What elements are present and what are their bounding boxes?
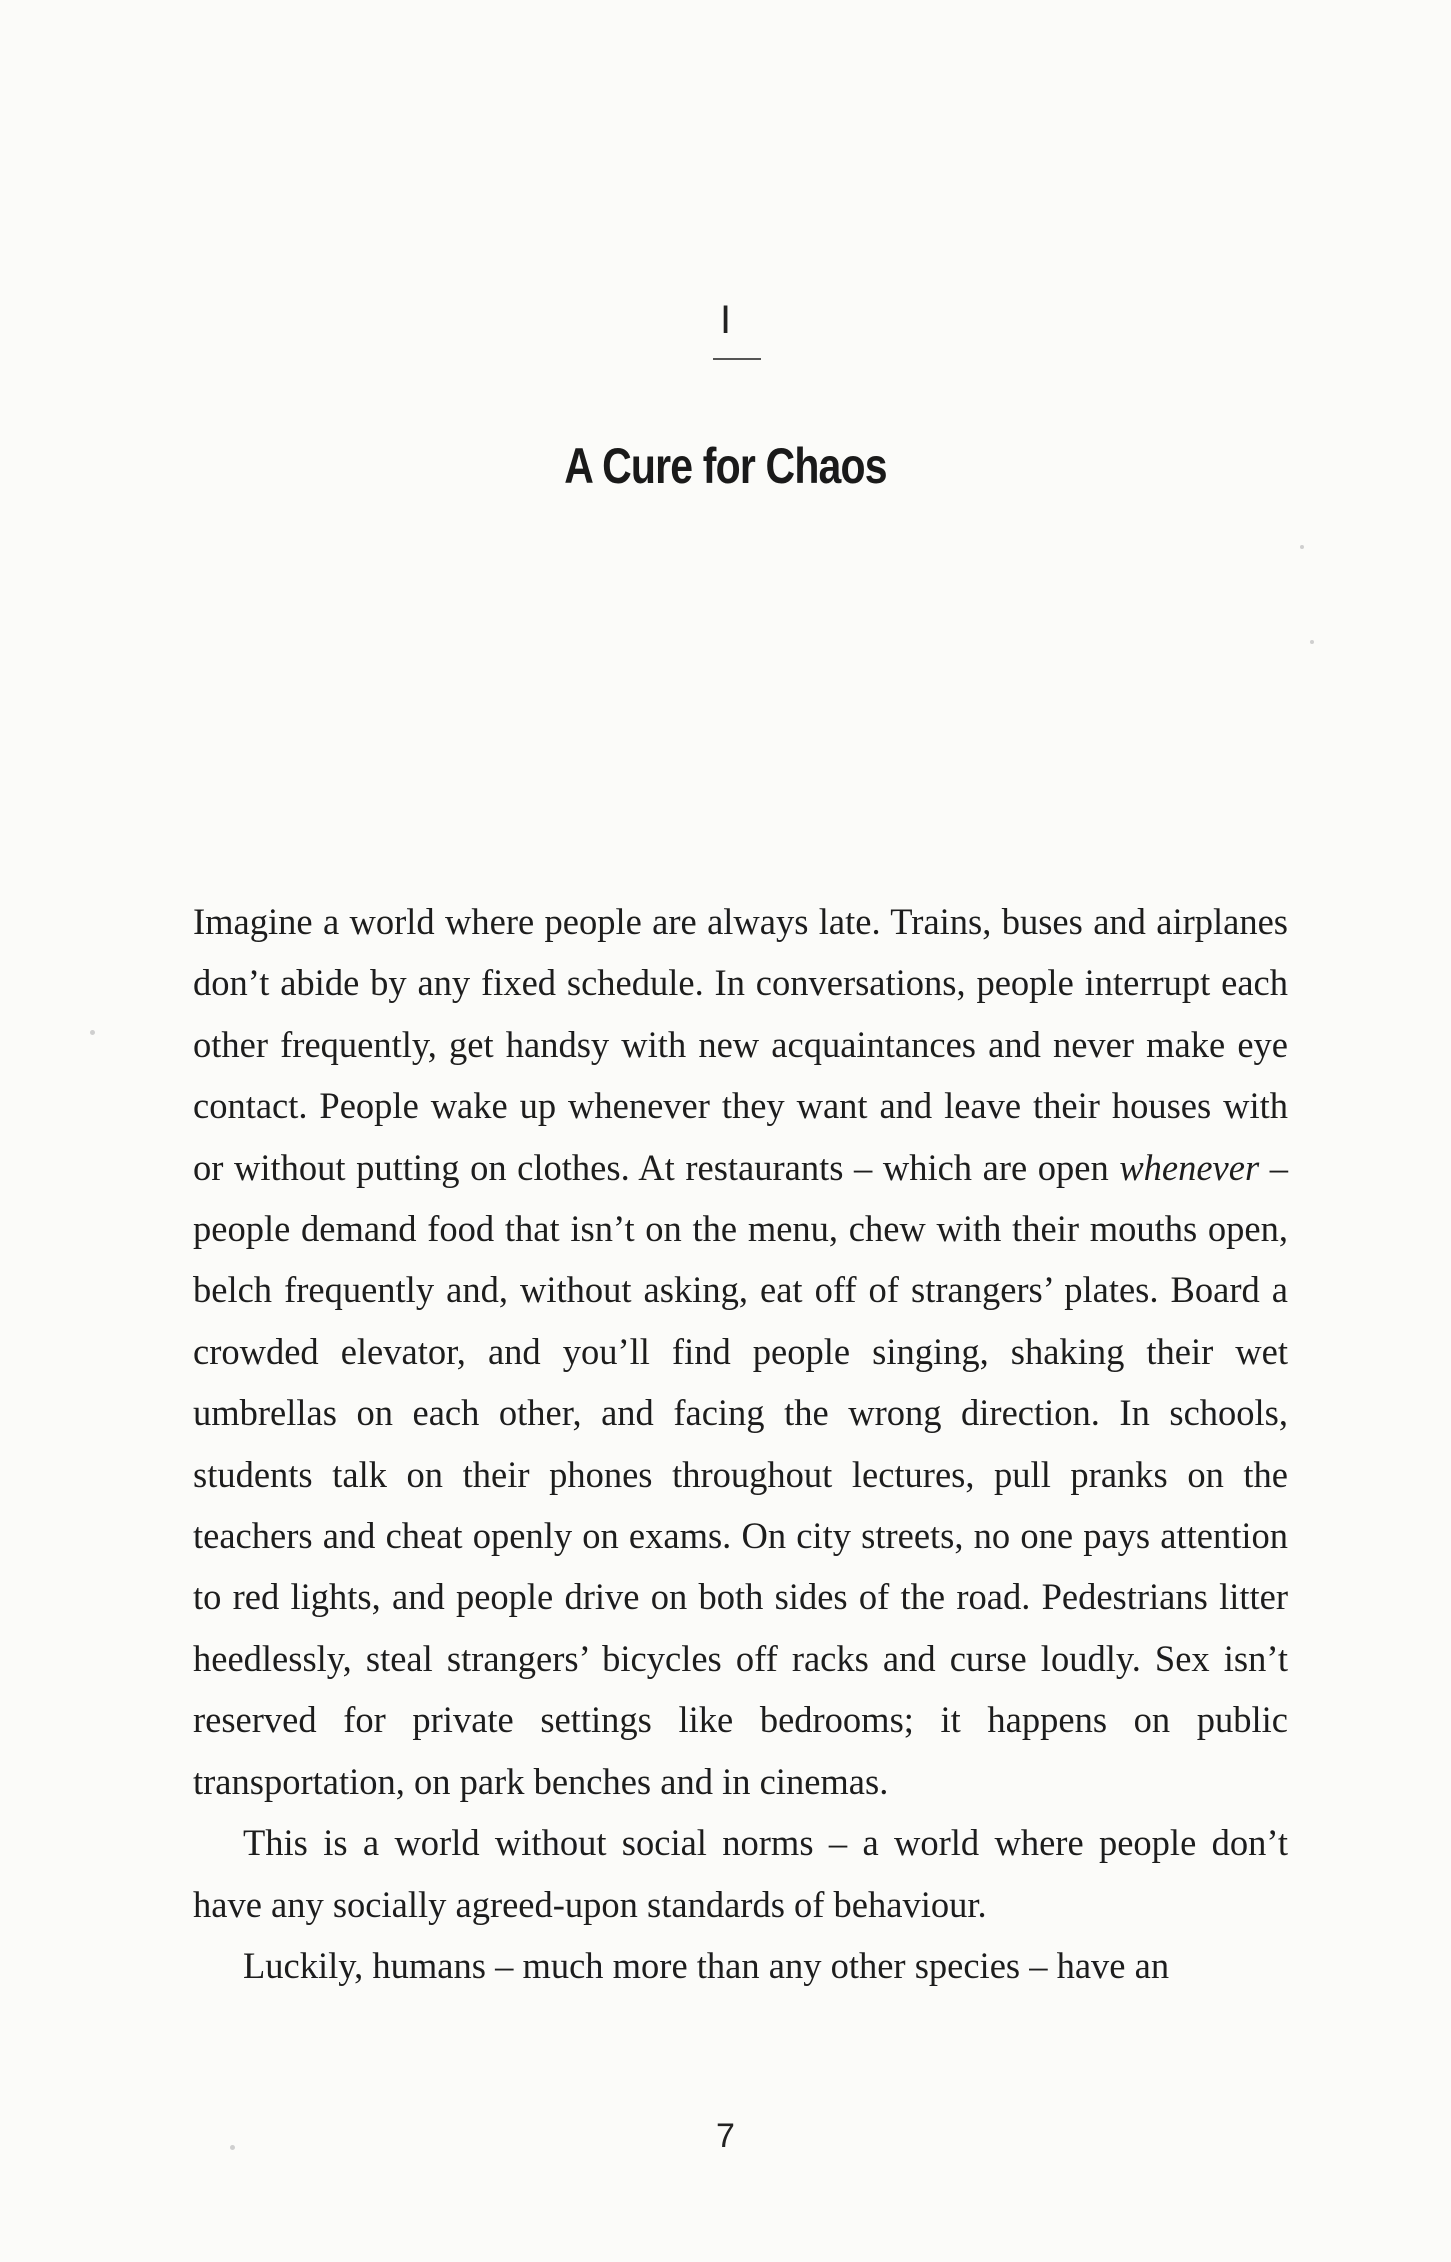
- page-number: 7: [716, 2117, 735, 2155]
- emphasis-text: whenever: [1119, 1146, 1260, 1188]
- paragraph-text: Imagine a world where people are always late. Trains, buses and airplanes don’t abide by any fixed schedule. In conversations, people interrupt each other frequently, get handsy with new acquaintances and never make eye contact. People wake up whenever they want and leave their houses with or without putting on clothes. At restaurants – which are open: [193, 901, 1288, 1188]
- paper-speck: [90, 1030, 95, 1035]
- chapter-number: I: [719, 298, 732, 342]
- paragraph: Luckily, humans – much more than any other species – have an: [243, 1944, 1170, 1986]
- paper-speck: [230, 2145, 235, 2150]
- chapter-title: A Cure for Chaos: [564, 438, 887, 494]
- paragraph: [193, 891, 1288, 1812]
- paper-speck: [1310, 640, 1314, 644]
- body-text: [193, 891, 1288, 1996]
- chapter-number-rule: [713, 358, 761, 360]
- paragraph: This is a world without social norms – a world where people don’t have any socially agreed-upon standards of behaviour.: [193, 1822, 1288, 1925]
- paragraph-text: – people demand food that isn’t on the menu, chew with their mouths open, belch frequently and, without asking, eat off of strangers’ plates. Board a crowded elevator, and you’ll find people singing, shaking their wet umbrellas on each other, and facing the wrong direction. In schools, students talk on their phones throughout lectures, pull pranks on the teachers and cheat openly on exams. On city streets, no one pays attention to red lights, and people drive on both sides of the road. Pedestrians litter heedlessly, steal strangers’ bicycles off racks and curse loudly. Sex isn’t reserved for private settings like bedrooms; it happens on public transportation, on park benches and in cinemas.: [193, 1146, 1289, 1802]
- paper-speck: [1300, 545, 1304, 549]
